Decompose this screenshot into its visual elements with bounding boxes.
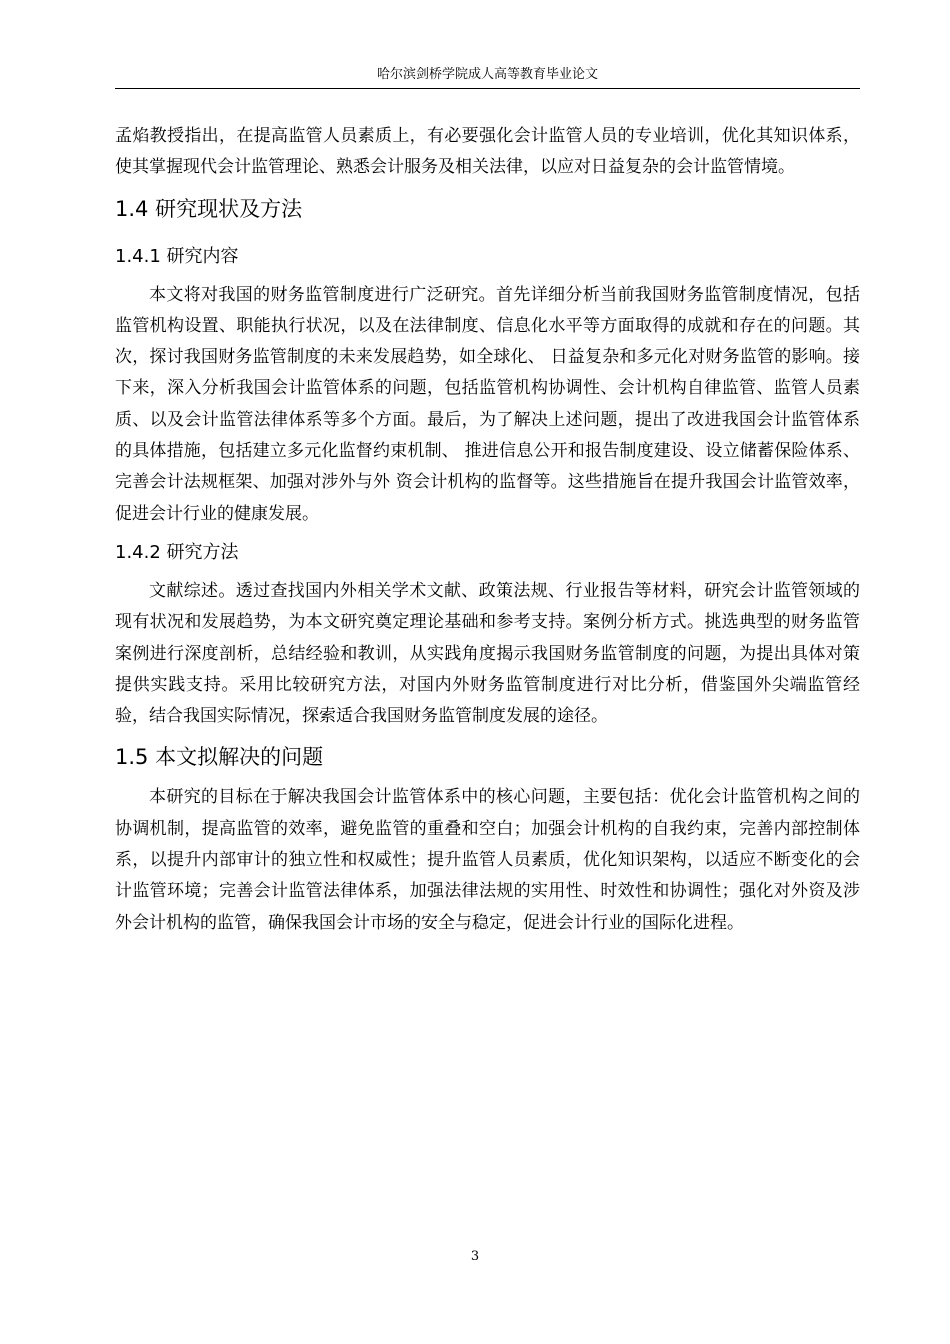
- paragraph-research-methods: 文献综述。透过查找国内外相关学术文献、政策法规、行业报告等材料，研究会计监管领域的现有状况和发展趋势，为本文研究奠定理论基础和参考支持。案例分析方式。挑选典型的财务监管案例进行深度剖析，总结经验和教训，从实践角度揭示我国财务监管制度的问题，为提出具体对策提供实践支持。采用比较研究方法，对国内外财务监管制度进行对比分析，借鉴国外尖端监管经验，结合我国实际情况，探索适合我国财务监管制度发展的途径。: [115, 580, 860, 727]
- document-body: [115, 121, 860, 939]
- paragraph-problems-to-solve: 本研究的目标在于解决我国会计监管体系中的核心问题，主要包括：优化会计监管机构之间的协调机制，提高监管的效率，避免监管的重叠和空白；加强会计机构的自我约束，完善内部控制体系，以提升内部审计的独立性和权威性；提升监管人员素质，优化知识架构，以适应不断变化的会计监管环境；完善会计监管法律体系，加强法律法规的实用性、时效性和协调性；强化对外资及涉外会计机构的监管，确保我国会计市场的安全与稳定，促进会计行业的国际化进程。: [115, 787, 860, 933]
- intro-paragraph: 孟焰教授指出，在提高监管人员素质上，有必要强化会计监管人员的专业培训，优化其知识体系，使其掌握现代会计监管理论、熟悉会计服务及相关法律，以应对日益复杂的会计监管情境。: [115, 126, 860, 178]
- page-number: 3: [470, 1249, 480, 1264]
- subsection-heading-1-4-1: 1.4.1 研究内容: [115, 245, 239, 267]
- subsection-heading-1-4-2: 1.4.2 研究方法: [115, 541, 239, 563]
- section-heading-1-5: 1.5 本文拟解决的问题: [115, 745, 324, 770]
- header-title: 哈尔滨剑桥学院成人高等教育毕业论文: [376, 67, 598, 82]
- paragraph-research-content: 本文将对我国的财务监管制度进行广泛研究。首先详细分析当前我国财务监管制度情况，包括监管机构设置、职能执行状况，以及在法律制度、信息化水平等方面取得的成就和存在的问题。其次，探讨我国财务监管制度的未来发展趋势，如全球化、 日益复杂和多元化对财务监管的影响。接下来，深入分析我国会计监管体系的问题，包括监管机构协调性、会计机构自律监管、监管人员素质、以及会计监管法律体系等多个方面。最后，为了解决上述问题，提出了改进我国会计监管体系的具体措施，包括建立多元化监督约束机制、 推进信息公开和报告制度建设、设立储蓄保险体系、完善会计法规框架、加强对涉外与外 资会计机构的监督等。这些措施旨在提升我国会计监管效率，促进会计行业的健康发展。: [115, 284, 860, 524]
- page-header: [115, 66, 860, 89]
- section-heading-1-4: 1.4 研究现状及方法: [115, 196, 303, 221]
